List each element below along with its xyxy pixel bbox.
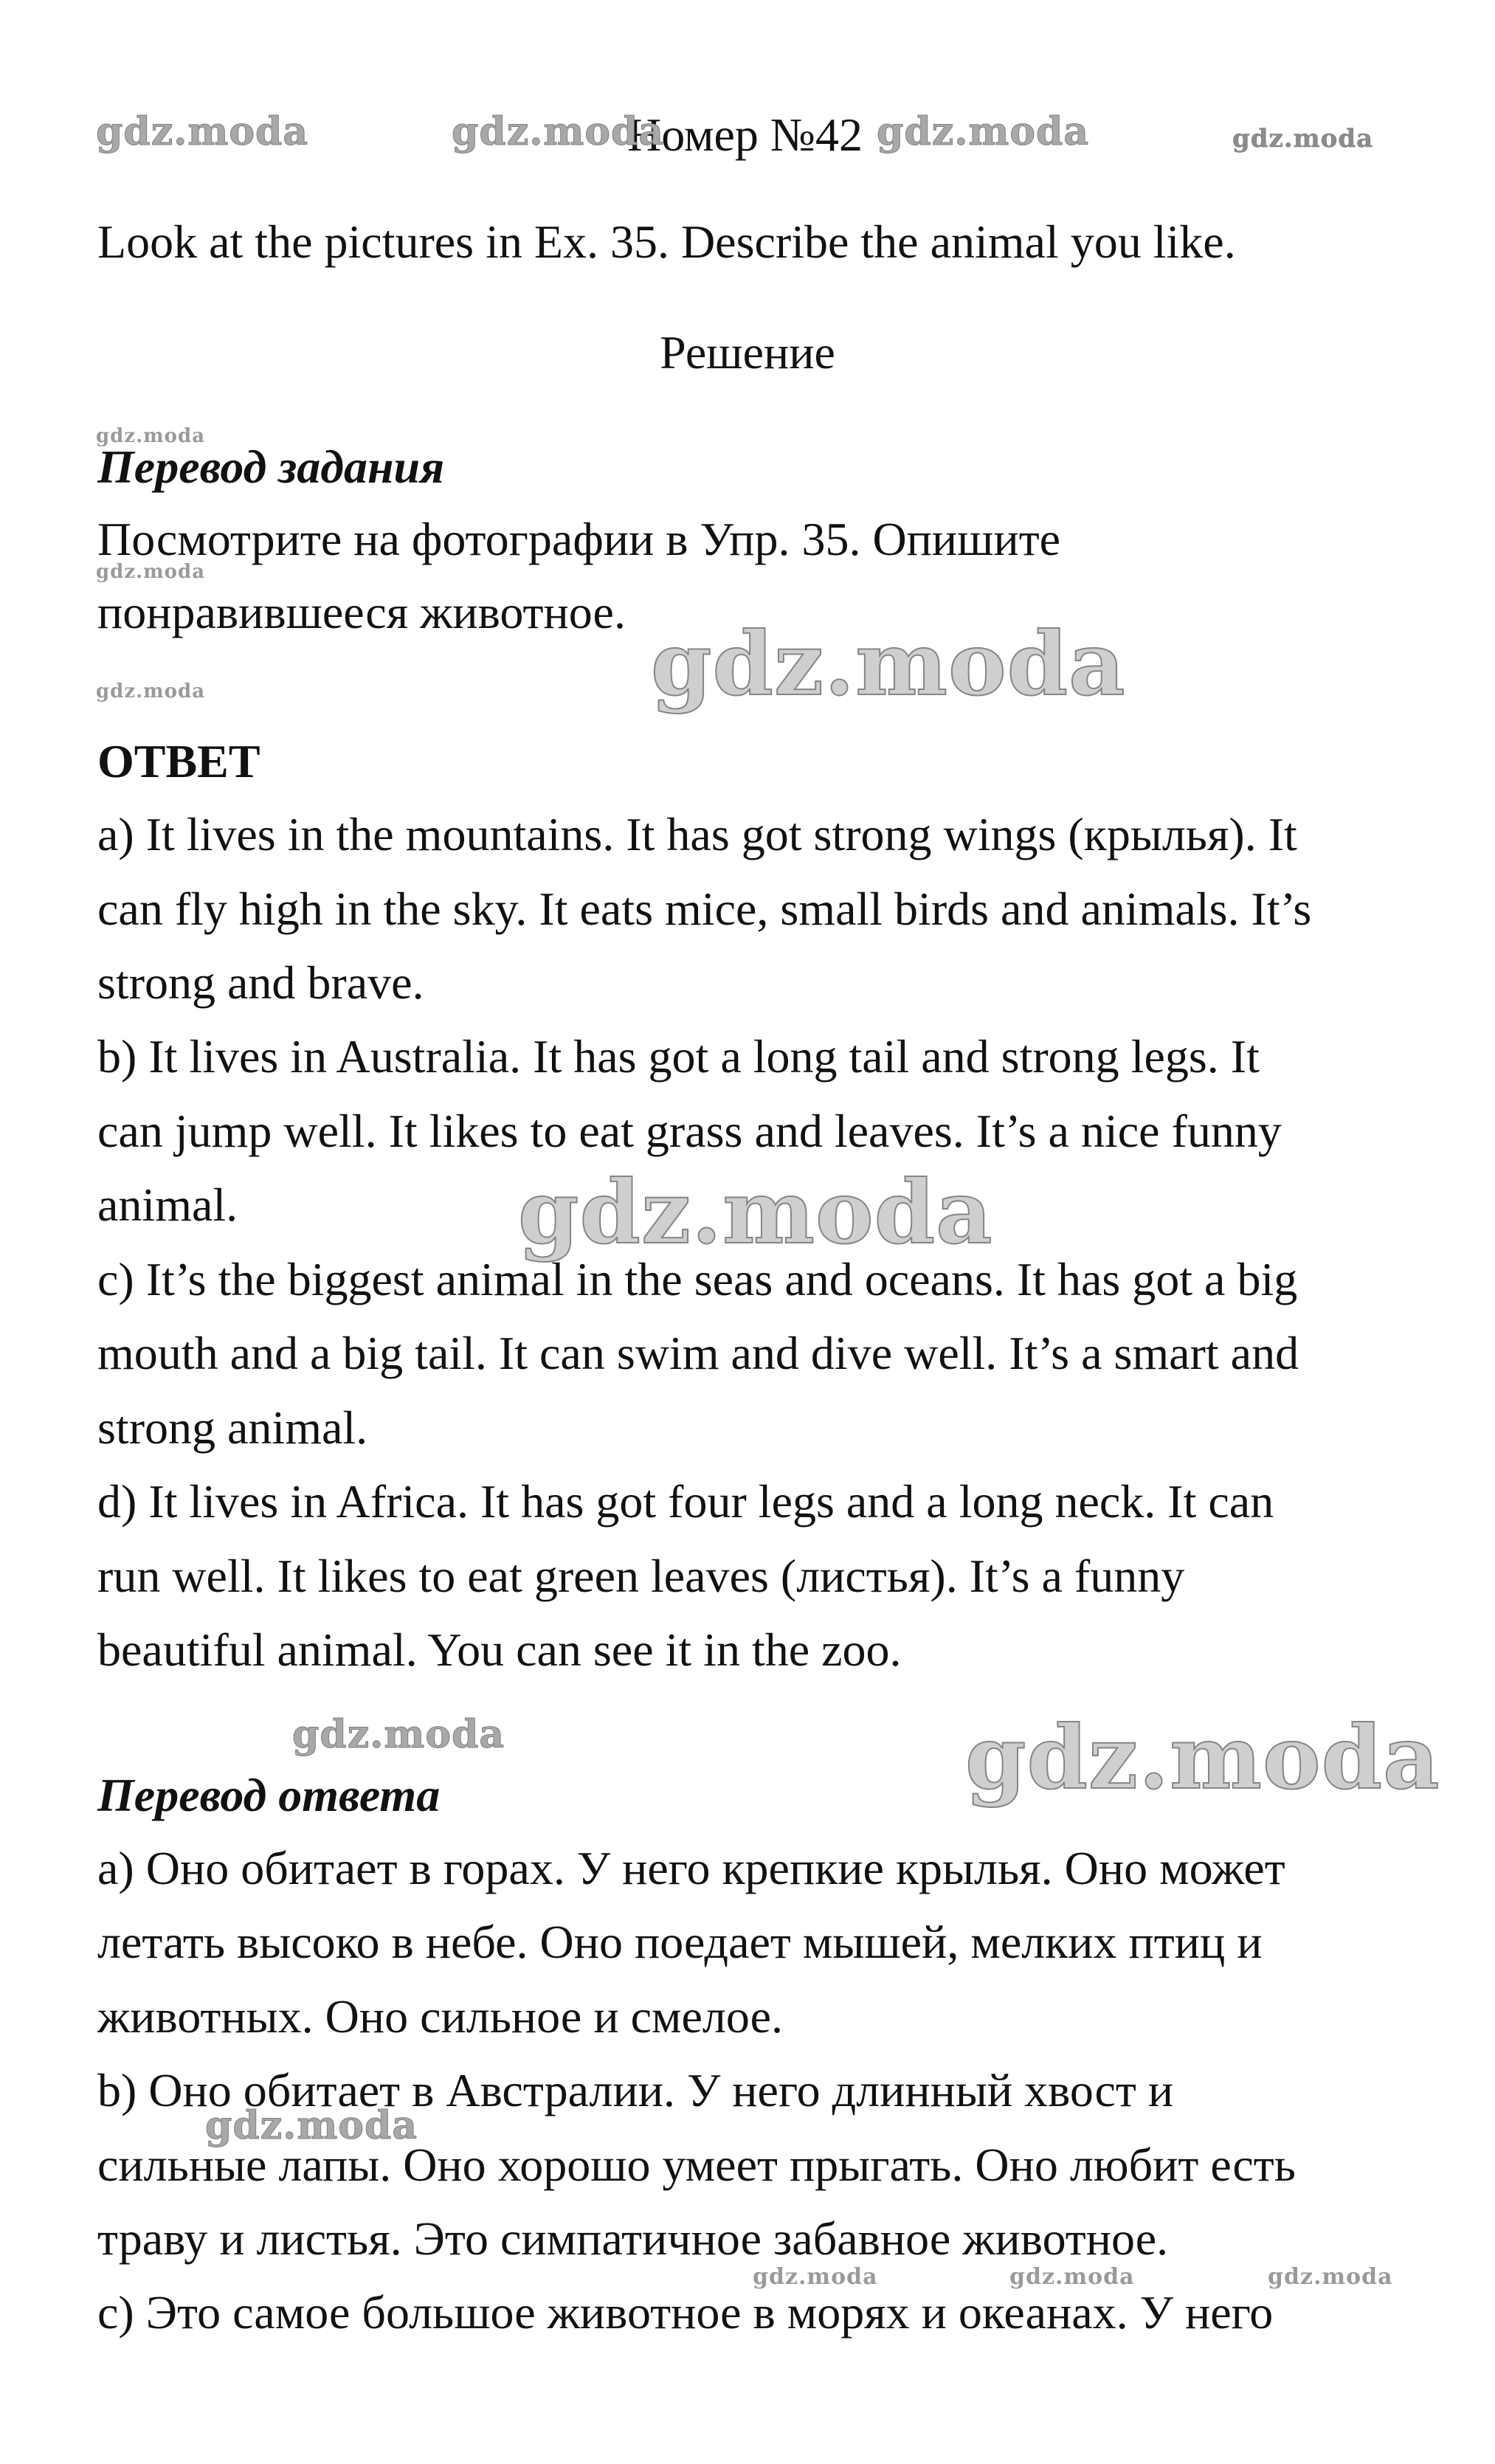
watermark-large: gdz.moda <box>965 1706 1440 1809</box>
task-translation-line: понравившееся животное. <box>97 586 626 638</box>
answer-translation-line: сильные лапы. Оно хорошо умеет прыгать. Оно любит есть <box>97 2139 1296 2191</box>
answer-line: run well. It likes to eat green leaves (листья). It’s a funny <box>97 1550 1185 1602</box>
answer-line: a) It lives in the mountains. It has got strong wings (крылья). It <box>97 808 1297 860</box>
watermark-large: gdz.moda <box>651 612 1126 715</box>
task-translation-heading: Перевод задания <box>97 441 445 493</box>
watermark: gdz.moda <box>96 680 206 703</box>
solution-heading: Решение <box>660 326 835 379</box>
watermark: gdz.moda <box>96 561 206 583</box>
watermark: gdz.moda <box>1009 2264 1135 2290</box>
task-text: Look at the pictures in Ex. 35. Describe the animal you like. <box>97 215 1236 268</box>
answer-translation-line: а) Оно обитает в горах. У него крепкие крылья. Оно может <box>97 1842 1285 1894</box>
answer-line: c) It’s the biggest animal in the seas and oceans. It has got a big <box>97 1253 1298 1305</box>
watermark: gdz.moda <box>96 109 309 154</box>
task-translation-line: Посмотрите на фотографии в Упр. 35. Опишите <box>97 513 1061 565</box>
page-title: Номер №42 <box>627 108 863 161</box>
watermark: gdz.moda <box>205 2103 418 2148</box>
watermark: gdz.moda <box>1268 2264 1393 2290</box>
answer-line: mouth and a big tail. It can swim and dive well. It’s a smart and <box>97 1327 1299 1379</box>
answer-line: animal. <box>97 1178 238 1231</box>
answer-line: strong and brave. <box>97 956 424 1009</box>
answer-line: can fly high in the sky. It eats mice, small birds and animals. It’s <box>97 883 1312 935</box>
watermark: gdz.moda <box>877 109 1090 154</box>
watermark-large: gdz.moda <box>518 1161 993 1263</box>
answer-translation-heading: Перевод ответа <box>97 1769 441 1821</box>
answer-translation-line: b) Оно обитает в Австралии. У него длинный хвост и <box>97 2064 1174 2116</box>
watermark: gdz.moda <box>452 109 665 154</box>
answer-line: strong animal. <box>97 1401 368 1454</box>
answer-translation-line: траву и листья. Это симпатичное забавное животное. <box>97 2212 1169 2265</box>
answer-line: beautiful animal. You can see it in the zoo. <box>97 1623 902 1676</box>
answer-line: can jump well. It likes to eat grass and leaves. It’s a nice funny <box>97 1105 1282 1157</box>
answer-translation-line: c) Это самое большое животное в морях и океанах. У него <box>97 2286 1274 2339</box>
answer-line: d) It lives in Africa. It has got four legs and a long neck. It can <box>97 1475 1274 1528</box>
answer-line: b) It lives in Australia. It has got a long tail and strong legs. It <box>97 1030 1260 1083</box>
watermark: gdz.moda <box>292 1712 505 1757</box>
watermark: gdz.moda <box>96 425 206 447</box>
answer-heading: ОТВЕТ <box>97 735 260 787</box>
answer-translation-line: животных. Оно сильное и смелое. <box>97 1990 783 2043</box>
watermark: gdz.moda <box>1232 124 1374 153</box>
answer-translation-line: летать высоко в небе. Оно поедает мышей, мелких птиц и <box>97 1916 1263 1968</box>
watermark: gdz.moda <box>753 2264 878 2290</box>
